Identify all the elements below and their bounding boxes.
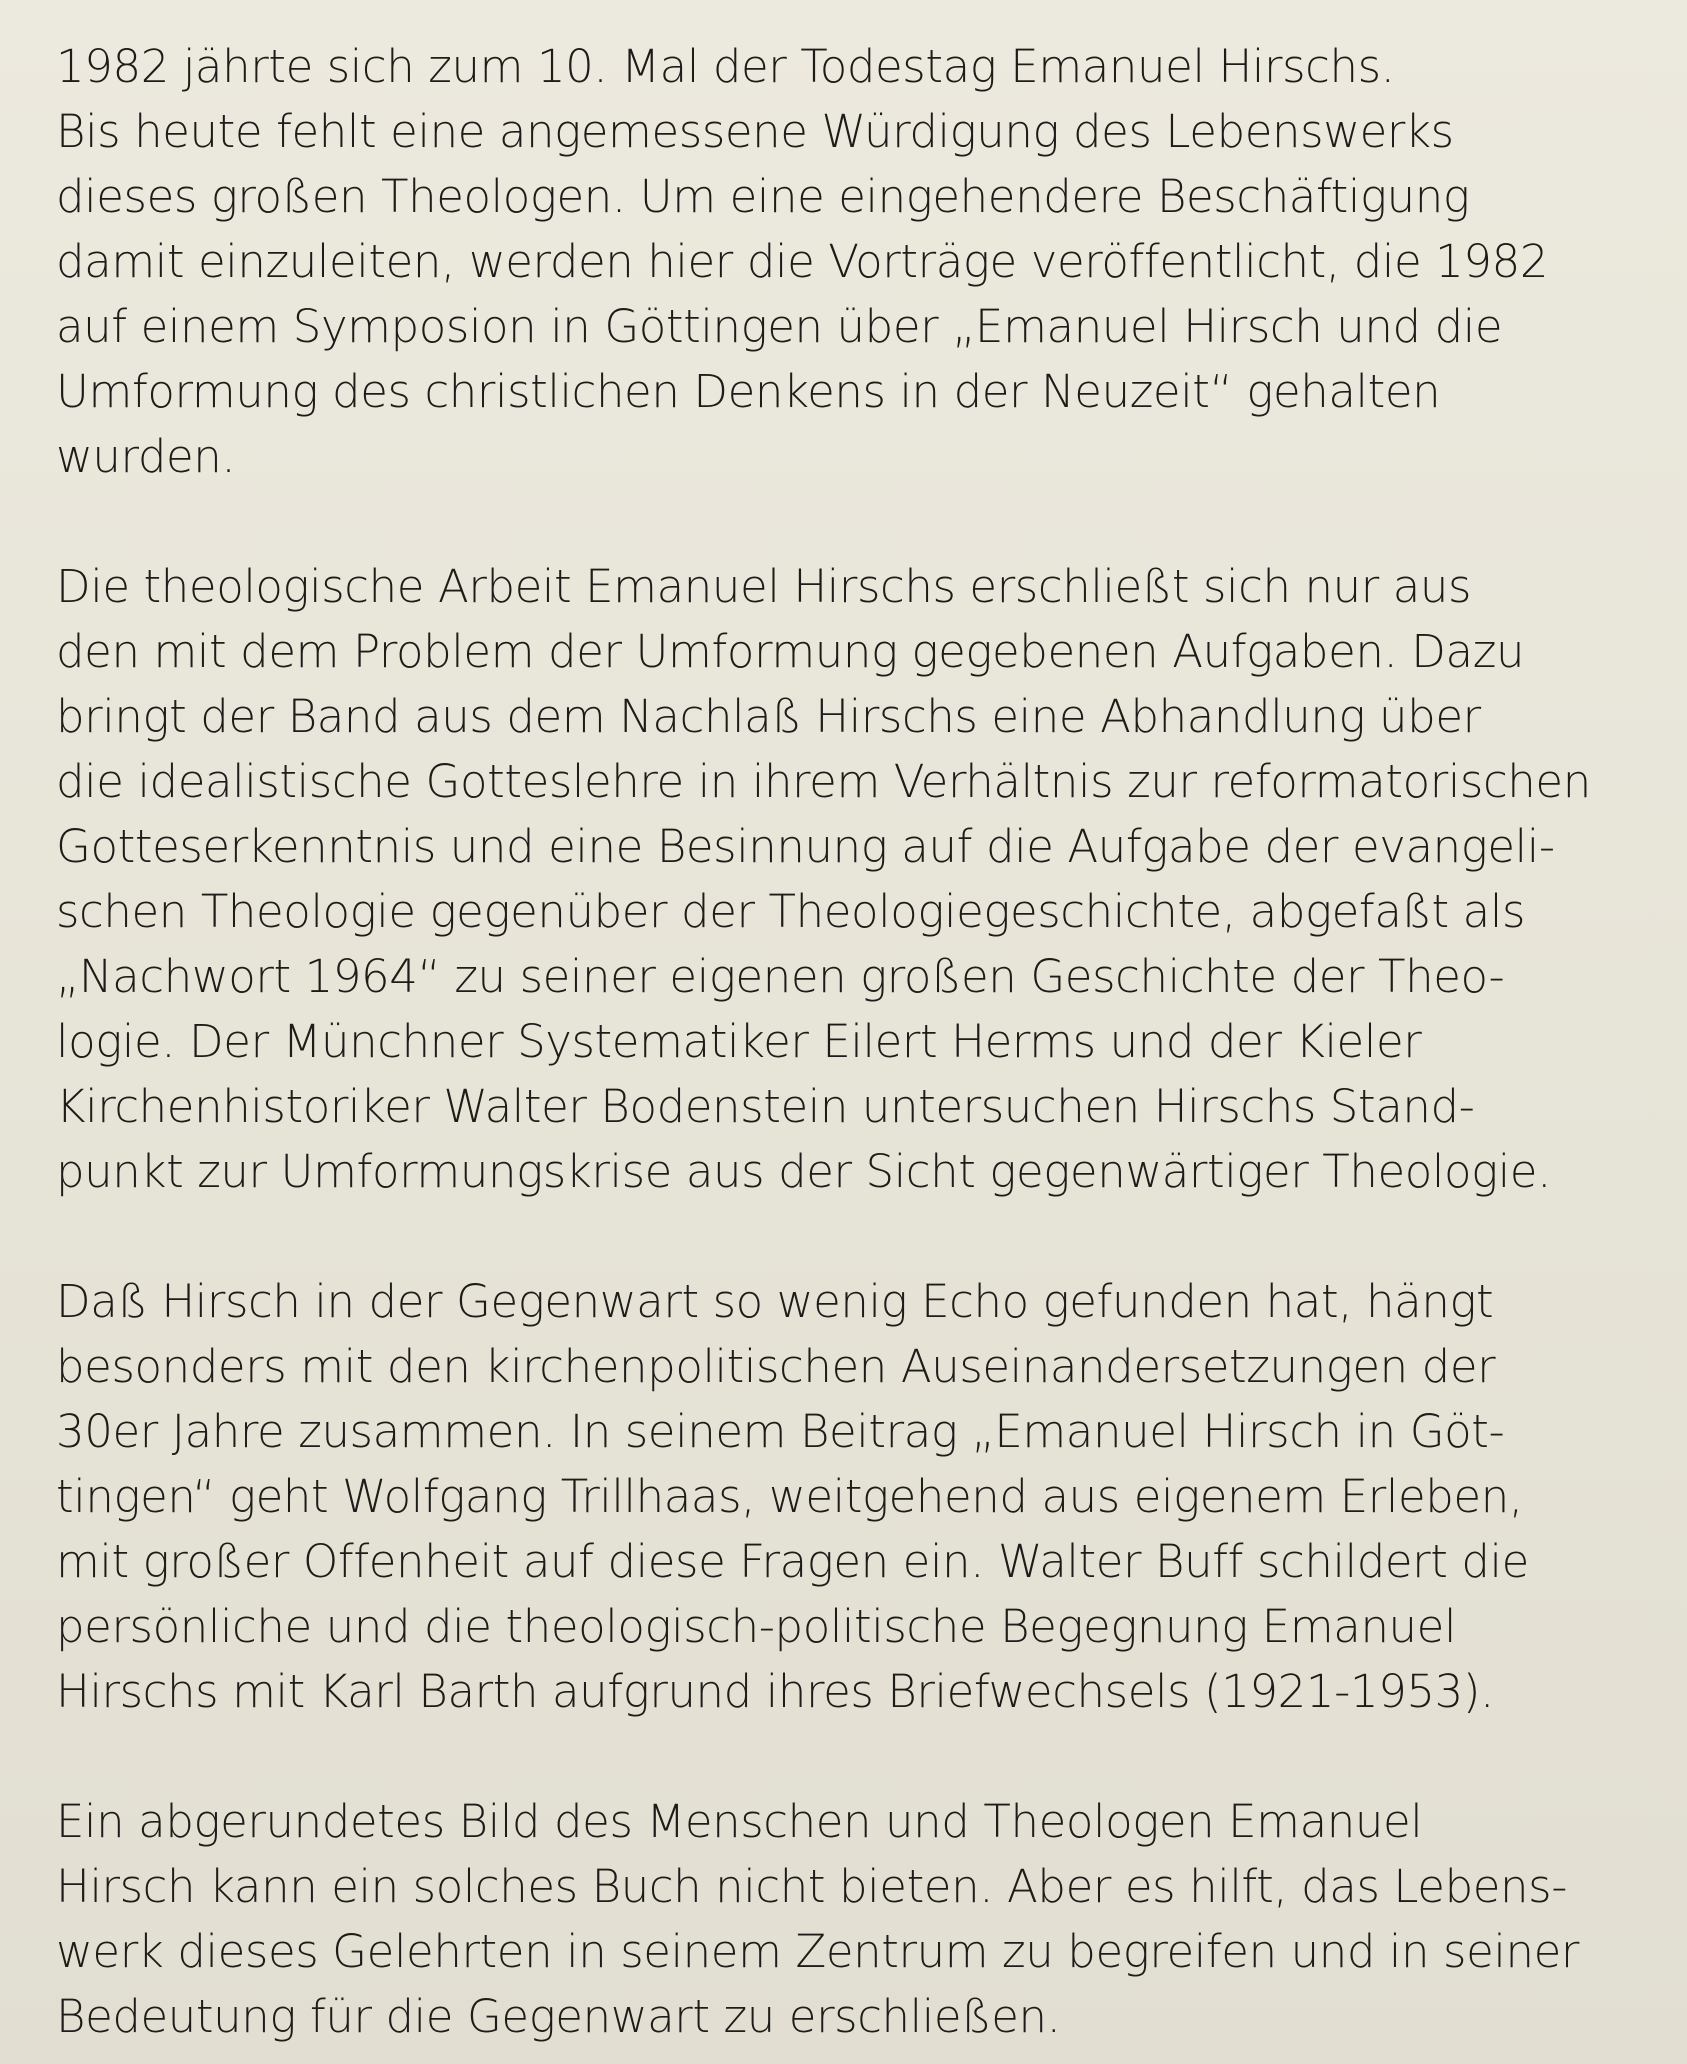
text-line: punkt zur Umformungskrise aus der Sicht gegenwärtiger Theologie. [56,1145,1551,1198]
text-line: auf einem Symposion in Göttingen über „Emanuel Hirsch und die [56,300,1503,353]
paragraph-4 [56,1789,1647,2049]
text-line: Ein abgerundetes Bild des Menschen und Theologen Emanuel [56,1795,1423,1848]
text-line: den mit dem Problem der Umformung gegebenen Aufgaben. Dazu [56,625,1525,678]
text-line: die idealistische Gotteslehre in ihrem Verhältnis zur reformatorischen [56,755,1591,808]
text-line: schen Theologie gegenüber der Theologiegeschichte, abgefaßt als [56,885,1526,938]
text-line: Umformung des christlichen Denkens in der Neuzeit“ gehalten [56,365,1441,418]
text-line: persönliche und die theologisch-politische Begegnung Emanuel [56,1600,1457,1653]
text-line: damit einzuleiten, werden hier die Vorträge veröffentlicht, die 1982 [56,235,1549,288]
text-line: 1982 jährte sich zum 10. Mal der Todestag Emanuel Hirschs. [56,40,1395,93]
text-line: bringt der Band aus dem Nachlaß Hirschs eine Abhandlung über [56,690,1481,743]
text-line: Hirsch kann ein solches Buch nicht bieten. Aber es hilft, das Lebens- [56,1860,1568,1913]
text-line: dieses großen Theologen. Um eine eingehendere Beschäftigung [56,170,1470,223]
text-line: Bedeutung für die Gegenwart zu erschließen. [56,1990,1061,2043]
text-line: Daß Hirsch in der Gegenwart so wenig Echo gefunden hat, hängt [56,1275,1494,1328]
text-line: Bis heute fehlt eine angemessene Würdigung des Lebenswerks [56,105,1454,158]
text-line: Die theologische Arbeit Emanuel Hirschs erschließt sich nur aus [56,560,1472,613]
text-line: werk dieses Gelehrten in seinem Zentrum zu begreifen und in seiner [56,1925,1579,1978]
paragraph-3 [56,1269,1647,1724]
text-line: Hirschs mit Karl Barth aufgrund ihres Briefwechsels (1921-1953). [56,1665,1494,1718]
text-line: wurden. [56,430,236,483]
paragraph-1 [56,34,1647,489]
text-line: Kirchenhistoriker Walter Bodenstein untersuchen Hirschs Stand- [56,1080,1475,1133]
text-line: 30er Jahre zusammen. In seinem Beitrag „Emanuel Hirsch in Göt- [56,1405,1505,1458]
paragraph-2 [56,554,1647,1204]
text-line: logie. Der Münchner Systematiker Eilert Herms und der Kieler [56,1015,1422,1068]
text-line: besonders mit den kirchenpolitischen Auseinandersetzungen der [56,1340,1496,1393]
text-line: „Nachwort 1964“ zu seiner eigenen großen Geschichte der Theo- [56,950,1505,1003]
text-line: tingen“ geht Wolfgang Trillhaas, weitgehend aus eigenem Erleben, [56,1470,1523,1523]
text-line: Gotteserkenntnis und eine Besinnung auf die Aufgabe der evangeli- [56,820,1555,873]
text-line: mit großer Offenheit auf diese Fragen ein. Walter Buff schildert die [56,1535,1529,1588]
